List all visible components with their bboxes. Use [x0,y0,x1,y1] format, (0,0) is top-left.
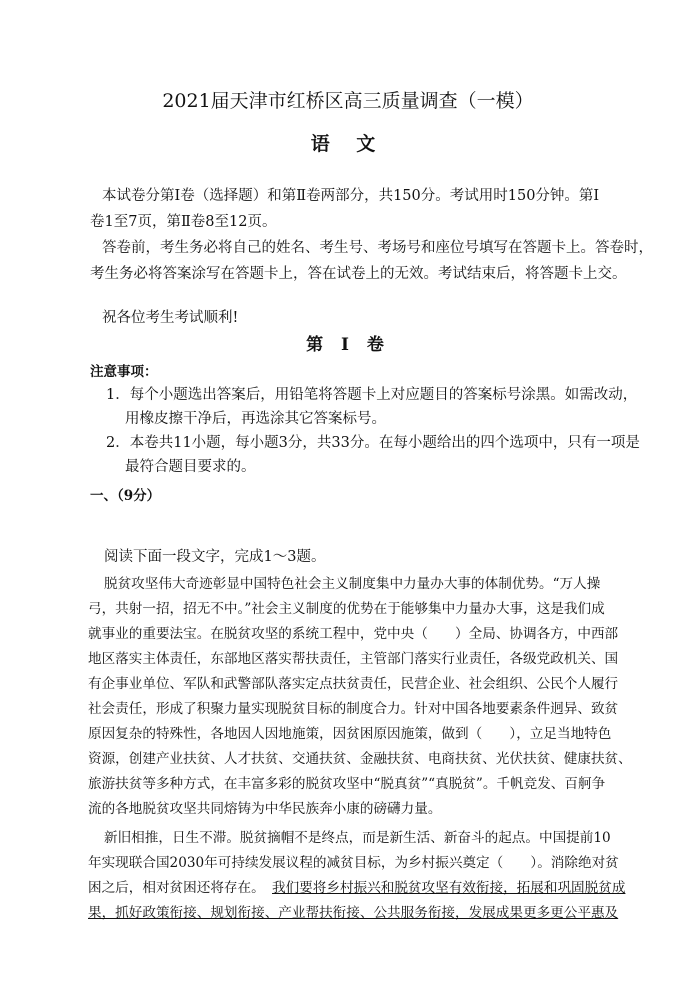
passage-line: 就事业的重要法宝。在脱贫攻坚的系统工程中，党中央（ ）全局、协调各方，中西部 [88,626,619,642]
notice-title: 注意事项： [90,364,158,380]
intro-line: 卷1至7页，第Ⅱ卷8至12页。 [90,214,277,230]
wish-line: 祝各位考生考试顺利! [102,310,239,326]
exam-title: 2021届天津市红桥区高三质量调查（一模） [162,90,534,112]
underlined-sentence: 果，抓好政策衔接、规划衔接、产业帮扶衔接、公共服务衔接，发展成果更多更公平惠及 [88,905,619,921]
passage-line: 流的各地脱贫攻坚共同熔铸为中华民族奔小康的磅礴力量。 [88,801,442,817]
passage-line: 地区落实主体责任，东部地区落实帮扶责任，主管部门落实行业责任，各级党政机关、国 [88,651,619,667]
intro-line: 考生务必将答案涂写在答题卡上，答在试卷上的无效。考试结束后，将答题卡上交。 [90,266,627,282]
intro-line: 答卷前，考生务必将自己的姓名、考生号、考场号和座位号填写在答题卡上。答卷时， [102,240,653,256]
notice-line: 1．每个小题选出答案后，用铅笔将答题卡上对应题目的答案标号涂黑。如需改动， [106,387,638,403]
passage-line: 年实现联合国2030年可持续发展议程的减贫目标，为乡村振兴奠定（ ）。消除绝对贫 [88,855,619,871]
exam-subject: 语 文 [310,133,386,155]
passage-line: 有企事业单位、军队和武警部队落实定点扶贫责任，民营企业、社会组织、公民个人履行 [88,676,619,692]
passage-line: 脱贫攻坚伟大奇迹彰显中国特色社会主义制度集中力量办大事的体制优势。“万人操 [104,576,601,592]
notice-line: 2．本卷共11小题，每小题3分，共33分。在每小题给出的四个选项中，只有一项是 [106,435,640,451]
passage-line: 原因复杂的特殊性，各地因人因地施策，因贫困原因施策，做到（ ），立足当地特色 [88,726,612,742]
section-heading: 第 Ⅰ 卷 [306,335,390,355]
part-one-label: 一、（9分） [90,488,161,504]
notice-line: 最符合题目要求的。 [125,459,256,475]
passage-line: 社会责任，形成了积聚力量实现脱贫目标的制度合力。针对中国各地要素条件迥异、致贫 [88,701,619,717]
reading-intro: 阅读下面一段文字，完成1～3题。 [104,549,326,565]
passage-line: 困之后，相对贫困还将存在。 [88,880,265,896]
intro-line: 本试卷分第Ⅰ卷（选择题）和第Ⅱ卷两部分，共150分。考试用时150分钟。第Ⅰ [102,188,600,204]
passage-line: 资源，创建产业扶贫、人才扶贫、交通扶贫、金融扶贫、电商扶贫、光伏扶贫、健康扶贫、 [88,751,632,767]
notice-line: 用橡皮擦干净后，再选涂其它答案标号。 [125,411,386,427]
passage-line: 新旧相推，日生不滞。脱贫摘帽不是终点，而是新生活、新奋斗的起点。中国提前10 [104,830,611,846]
passage-line: 旅游扶贫等多种方式，在丰富多彩的脱贫攻坚中“脱真贫”“真脱贫”。千帆竞发、百舸争 [88,776,606,792]
passage-line: 弓，共射一招，招无不中。”社会主义制度的优势在于能够集中力量办大事，这是我们成 [88,601,605,617]
underlined-sentence: 我们要将乡村振兴和脱贫攻坚有效衔接，拓展和巩固脱贫成 [272,880,626,896]
